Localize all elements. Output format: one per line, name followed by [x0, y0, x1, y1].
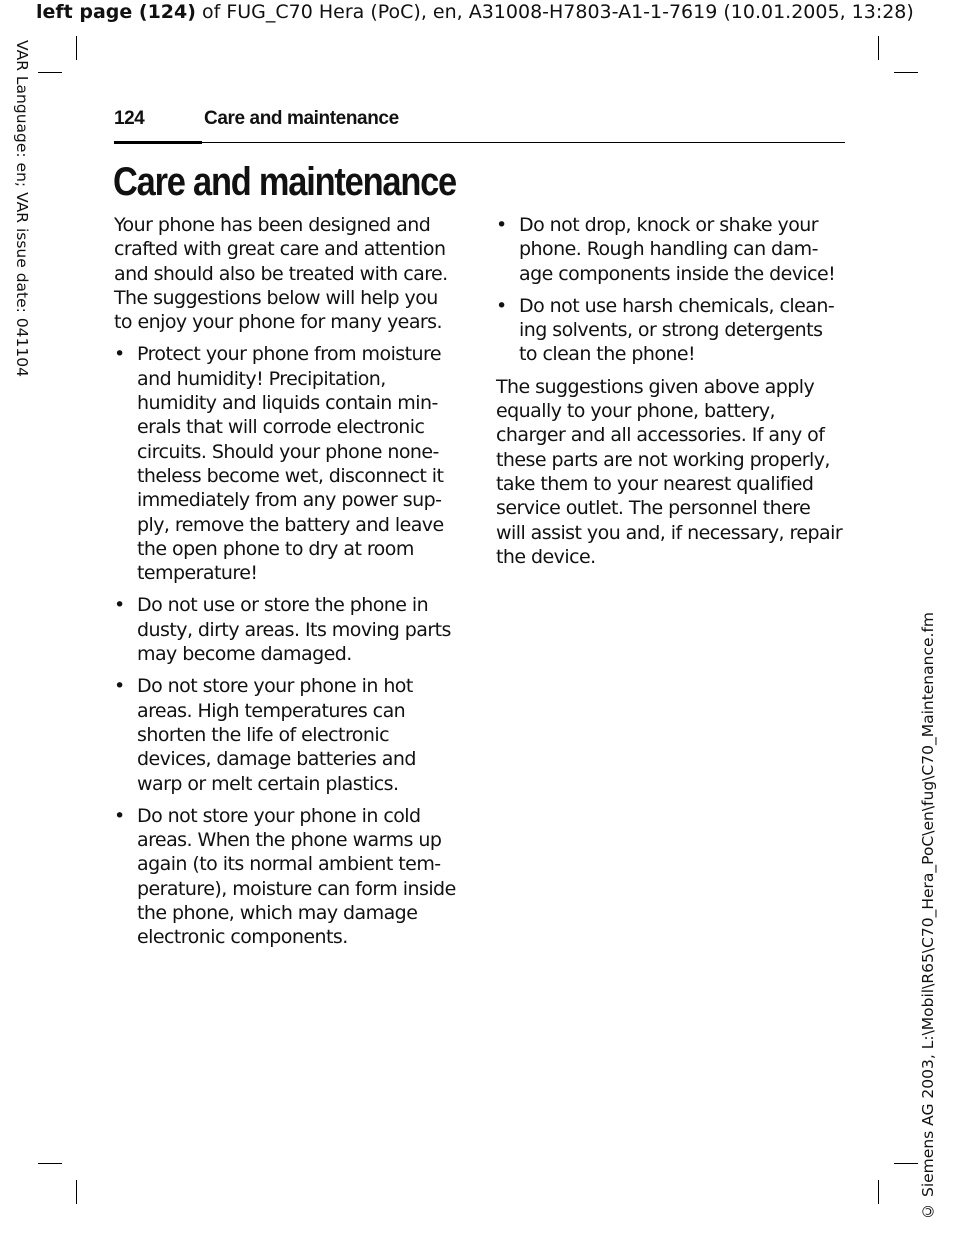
page-title: Care and maintenance	[113, 160, 456, 204]
crop-mark	[76, 36, 77, 60]
page-number: 124	[114, 108, 145, 129]
intro-paragraph: Your phone has been designed and crafted with great care and attention and should also be treated with care. The suggestions below will help you to enjoy your phone for many years.	[114, 214, 448, 334]
crop-mark	[894, 1163, 918, 1164]
list-item	[496, 213, 844, 286]
print-header-page-label: left page (124)	[36, 1, 196, 23]
list-item	[114, 674, 460, 795]
bullet-icon: •	[114, 594, 125, 617]
running-head-rule	[114, 141, 202, 144]
list-item	[496, 294, 844, 367]
list-item-text: Do not use or store the phone in dusty, dirty areas. Its moving parts may become damaged.	[137, 594, 451, 666]
care-tips-list	[496, 213, 844, 367]
crop-mark	[894, 72, 918, 73]
list-item-text: Do not use harsh chemicals, cleaning solvents, or strong detergents to clean the phone!	[519, 294, 835, 366]
list-item-text: Do not store your phone in cold areas. When the phone warms up again (to its normal ambient temperature), moisture can form inside the phone, which may damage electronic components.	[137, 804, 456, 949]
print-header-document-info: of FUG_C70 Hera (PoC), en, A31008-H7803-A1-1-7619 (10.01.2005, 13:28)	[195, 1, 914, 23]
crop-mark	[38, 72, 62, 73]
crop-mark	[38, 1163, 62, 1164]
running-head	[114, 108, 845, 143]
list-item	[114, 342, 460, 585]
crop-mark	[878, 1180, 879, 1204]
closing-paragraph: The suggestions given above apply equally to your phone, battery, charger and all accessories. If any of these parts are not working properly, take them to your nearest qualified service outlet. The personnel there will assist you and, if necessary, repair the device.	[496, 375, 843, 568]
list-item	[114, 804, 460, 950]
crop-mark	[878, 36, 879, 60]
care-tips-list	[114, 342, 460, 949]
list-item	[114, 593, 460, 666]
variant-info-margin-text: VAR Language: en; VAR issue date: 041104	[13, 40, 31, 377]
running-head-section: Care and maintenance	[204, 108, 399, 129]
print-header	[36, 0, 936, 24]
bullet-icon: •	[496, 214, 507, 236]
bullet-icon: •	[496, 294, 507, 317]
list-item-text: Do not store your phone in hot areas. High temperatures can shorten the life of electronic devices, damage batteries and warp or melt certain plastics.	[137, 675, 416, 795]
right-column	[496, 213, 844, 577]
list-item-text: Do not drop, knock or shake your phone. Rough handling can damage components inside the device!	[519, 214, 836, 285]
left-column	[114, 213, 460, 958]
list-item-text: Protect your phone from moisture and humidity! Precipitation, humidity and liquids contain minerals that will corrode electronic circuits. Should your phone nonetheless become wet, disconnect it immediately from any power supply, remove the battery and leave the open phone to dry at room temperature!	[137, 343, 444, 585]
bullet-icon: •	[114, 675, 125, 698]
bullet-icon: •	[114, 804, 125, 827]
crop-mark	[76, 1180, 77, 1204]
bullet-icon: •	[114, 343, 125, 366]
file-path-margin-text: © Siemens AG 2003, L:\Mobil\R65\C70_Hera_PoC\en\fug\C70_Maintenance.fm	[919, 612, 937, 1220]
